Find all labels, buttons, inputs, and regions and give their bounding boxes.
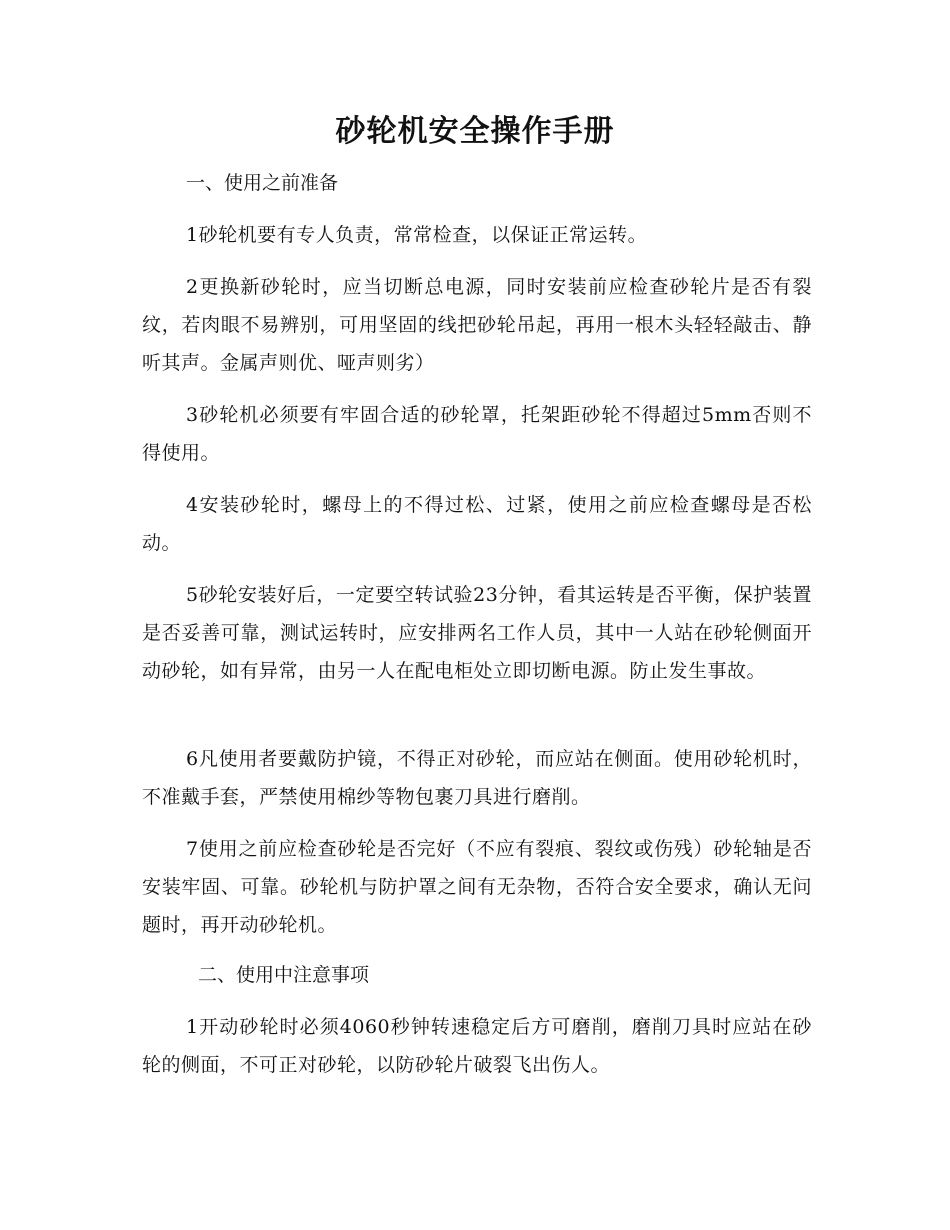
paragraph-in-use-item-1: 1开动砂轮时必须4060秒钟转速稳定后方可磨削，磨削刀具时应站在砂轮的侧面，不可正对砂轮，以防砂轮片破裂飞出伤人。 [142,1016,812,1076]
paragraph-item-1: 1砂轮机要有专人负责，常常检查，以保证正常运转。 [186,224,648,246]
paragraph-item-2: 2更换新砂轮时，应当切断总电源，同时安装前应检查砂轮片是否有裂纹，若肉眼不易辨别，可用坚固的线把砂轮吊起，再用一根木头轻轻敲击、静听其声。金属声则优、哑声则劣） [142,276,812,374]
paragraph-item-4: 4安装砂轮时，螺母上的不得过松、过紧，使用之前应检查螺母是否松动。 [142,494,812,554]
paragraph-item-5: 5砂轮安装好后，一定要空转试验23分钟，看其运转是否平衡，保护装置是否妥善可靠，测试运转时，应安排两名工作人员，其中一人站在砂轮侧面开动砂轮，如有异常，由另一人在配电柜处立即切断电源。防止发生事故。 [142,584,812,682]
paragraph-item-3: 3砂轮机必须要有牢固合适的砂轮罩，托架距砂轮不得超过5mm否则不得使用。 [142,404,812,464]
section-heading-preparation: 一、使用之前准备 [186,172,339,194]
document-title: 砂轮机安全操作手册 [335,114,615,149]
paragraph-item-6: 6凡使用者要戴防护镜，不得正对砂轮，而应站在侧面。使用砂轮机时，不准戴手套，严禁使用棉纱等物包裹刀具进行磨削。 [142,748,812,808]
section-heading-in-use: 二、使用中注意事项 [198,964,370,986]
paragraph-item-7: 7使用之前应检查砂轮是否完好（不应有裂痕、裂纹或伤残）砂轮轴是否安装牢固、可靠。砂轮机与防护罩之间有无杂物，否符合安全要求，确认无问题时，再开动砂轮机。 [142,838,812,936]
